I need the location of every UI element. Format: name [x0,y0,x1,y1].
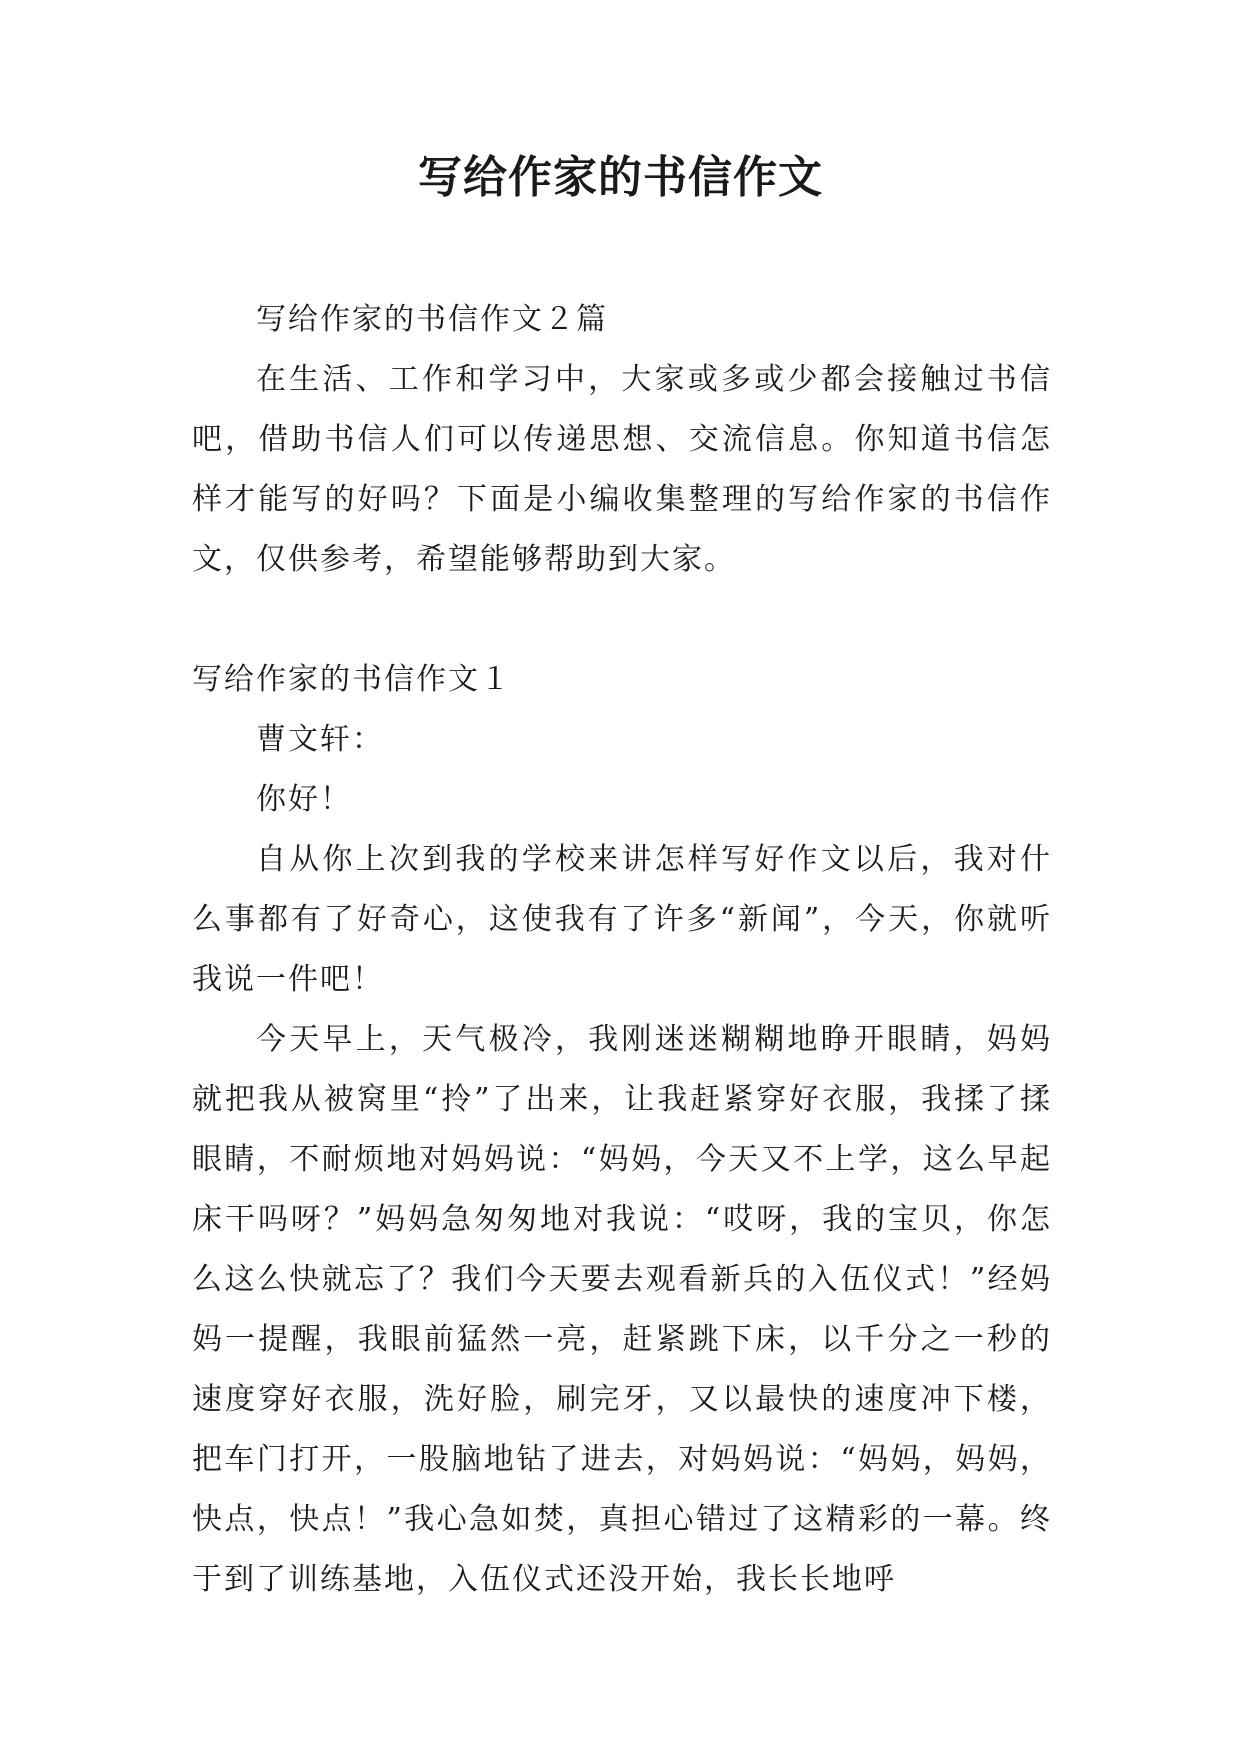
section-spacer [192,590,1052,650]
section-heading: 写给作家的书信作文１ [192,662,512,697]
letter-salutation: 曹文轩： [256,722,384,757]
intro-paragraph: 在生活、工作和学习中，大家或多或少都会接触过书信吧，借助书信人们可以传递思想、交流信息。你知道书信怎样才能写的好吗？下面是小编收集整理的写给作家的书信作文，仅供参考，希望能够帮助到大家。 [192,362,1052,577]
letter-paragraph: 自从你上次到我的学校来讲怎样写好作文以后，我对什么事都有了好奇心，这使我有了许多“新闻”，今天，你就听我说一件吧！ [192,842,1052,997]
document-body [192,290,1052,1610]
letter-paragraph: 今天早上，天气极冷，我刚迷迷糊糊地睁开眼睛，妈妈就把我从被窝里“拎”了出来，让我赶紧穿好衣服，我揉了揉眼睛，不耐烦地对妈妈说：“妈妈，今天又不上学，这么早起床干吗呀？”妈妈急匆匆地对我说：“哎呀，我的宝贝，你怎么这么快就忘了？我们今天要去观看新兵的入伍仪式！”经妈妈一提醒，我眼前猛然一亮，赶紧跳下床，以千分之一秒的速度穿好衣服，洗好脸，刷完牙，又以最快的速度冲下楼，把车门打开，一股脑地钻了进去，对妈妈说：“妈妈，妈妈，快点，快点！”我心急如焚，真担心错过了这精彩的一幕。终于到了训练基地，入伍仪式还没开始，我长长地呼 [192,1022,1052,1597]
subtitle: 写给作家的书信作文２篇 [256,302,608,337]
letter-greeting: 你好！ [256,782,352,817]
document-title: 写给作家的书信作文 [418,152,823,203]
